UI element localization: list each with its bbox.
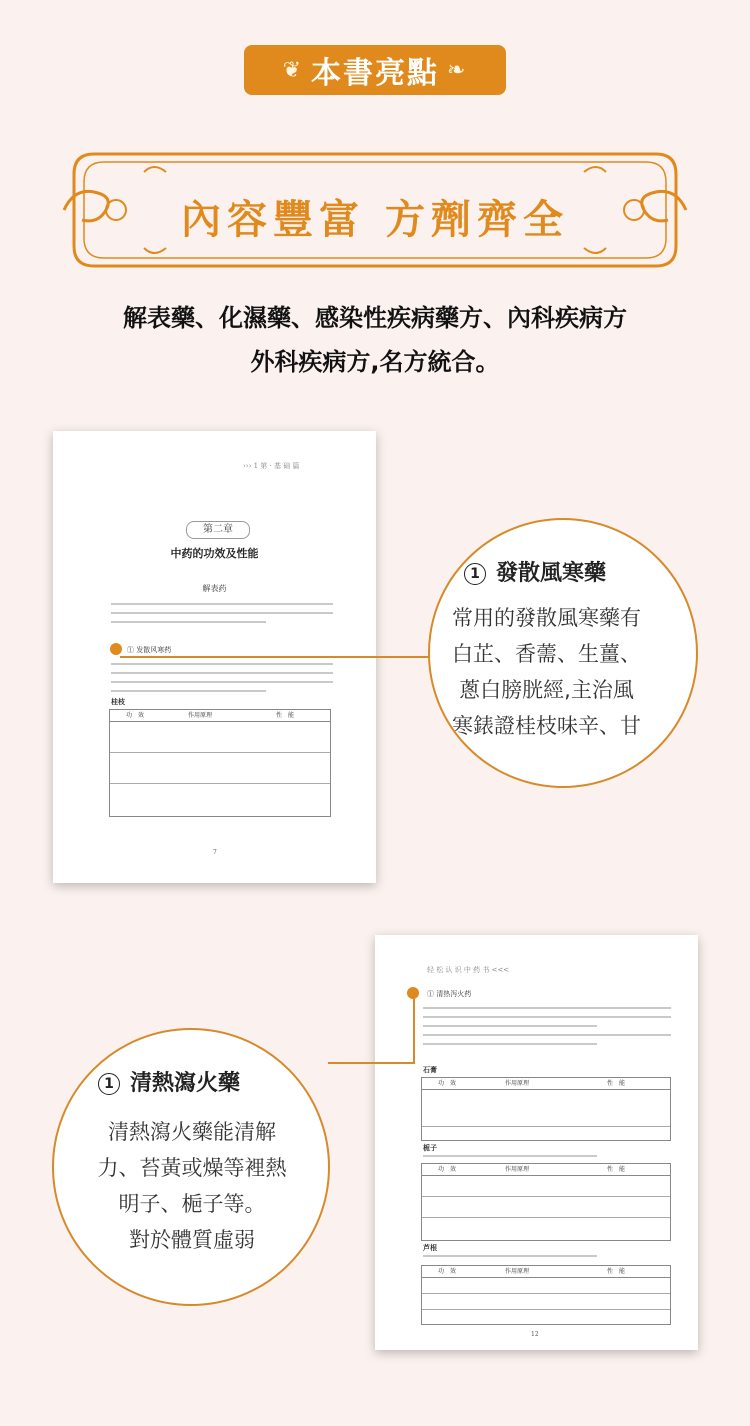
connector-line [120, 656, 438, 658]
callout-2-line: 力、苔黃或燥等裡熱 [97, 1156, 287, 1180]
ornamental-frame [54, 148, 696, 272]
intro-line-2: 外科疾病方,名方統合。 [250, 348, 500, 376]
table-header-cell: 功 效 [125, 712, 144, 719]
callout-1-line: 蔥白膀胱經,主治風 [459, 678, 634, 702]
swirl-left-icon: ❦ [282, 57, 303, 83]
table-header-cell: 作用原理 [504, 1268, 529, 1275]
page-header: 轻 松 认 识 中 药 书 <<< [427, 966, 510, 974]
page-header: ››› 1 第 · 基 础 篇 [243, 462, 300, 470]
intro-text [0, 296, 750, 384]
table-row [110, 784, 330, 816]
text-block [111, 603, 333, 630]
page-number: 7 [213, 849, 217, 856]
table-row [422, 1197, 670, 1218]
herb-table [109, 709, 331, 817]
table-header-cell: 性 能 [275, 712, 294, 719]
callout-1-heading [464, 556, 606, 587]
number-badge-icon: 1 [98, 1073, 120, 1095]
herb-name: 芦根 [423, 1243, 437, 1252]
herb-table [421, 1163, 671, 1241]
table-header [422, 1164, 670, 1176]
frame-title: 內容豐富 方劑齊全 [181, 197, 569, 243]
callout-2-title: 清熱瀉火藥 [130, 1071, 241, 1096]
table-header-cell: 作用原理 [504, 1166, 529, 1173]
text-block [423, 1007, 671, 1052]
table-row [110, 753, 330, 784]
table-header-cell: 功 效 [437, 1080, 456, 1087]
callout-1-line: 常用的發散風寒藥有 [452, 606, 641, 630]
section-title: 解表药 [202, 584, 227, 593]
chapter-label: 第二章 [186, 521, 250, 539]
herb-name: 栀子 [423, 1143, 437, 1152]
callout-2-line: 明子、梔子等。 [118, 1192, 266, 1216]
callout-2-heading [98, 1066, 240, 1097]
highlights-banner [244, 45, 506, 95]
table-row [422, 1294, 670, 1310]
table-row [110, 722, 330, 753]
table-row [422, 1278, 670, 1294]
table-header [422, 1266, 670, 1278]
callout-2-line: 對於體質虛弱 [129, 1228, 255, 1252]
callout-circle-2 [52, 1028, 330, 1306]
table-row [422, 1176, 670, 1197]
callout-circle-1 [428, 518, 698, 788]
swirl-right-icon: ❧ [447, 57, 468, 83]
sub-section-title: ① 发散风寒药 [127, 646, 172, 654]
callout-1-body [452, 600, 641, 744]
callout-2-line: 清熱瀉火藥能清解 [108, 1120, 276, 1144]
table-header-cell: 功 效 [437, 1166, 456, 1173]
herb-table [421, 1077, 671, 1141]
herb-table [421, 1265, 671, 1325]
table-header-cell: 性 能 [606, 1080, 625, 1087]
table-header [422, 1078, 670, 1090]
banner-title: 本書亮點 [311, 56, 439, 91]
sub-section-title: ① 清热泻火药 [427, 990, 472, 998]
table-header-cell: 功 效 [437, 1268, 456, 1275]
chapter-title: 中药的功效及性能 [170, 547, 259, 560]
book-page-2 [375, 935, 698, 1350]
marker-dot [110, 643, 122, 655]
number-badge-icon: 1 [464, 563, 486, 585]
page-number: 12 [531, 1331, 539, 1338]
callout-1-title: 發散風寒藥 [496, 561, 607, 586]
table-header-cell: 性 能 [606, 1268, 625, 1275]
table-header-cell: 作用原理 [187, 712, 212, 719]
callout-2-body [76, 1114, 308, 1258]
text-block [423, 1255, 671, 1264]
table-header [110, 710, 330, 722]
herb-name: 石膏 [423, 1065, 437, 1074]
connector-line [413, 992, 415, 1062]
connector-line [328, 1062, 415, 1064]
table-header-cell: 作用原理 [504, 1080, 529, 1087]
table-row [422, 1090, 670, 1127]
text-block [111, 663, 333, 699]
callout-1-line: 寒錶證桂枝味辛、甘 [452, 714, 641, 738]
herb-name: 桂枝 [111, 697, 125, 706]
table-header-cell: 性 能 [606, 1166, 625, 1173]
callout-1-line: 白芷、香薷、生薑、 [452, 642, 641, 666]
intro-line-1: 解表藥、化濕藥、感染性疾病藥方、內科疾病方 [123, 304, 627, 332]
